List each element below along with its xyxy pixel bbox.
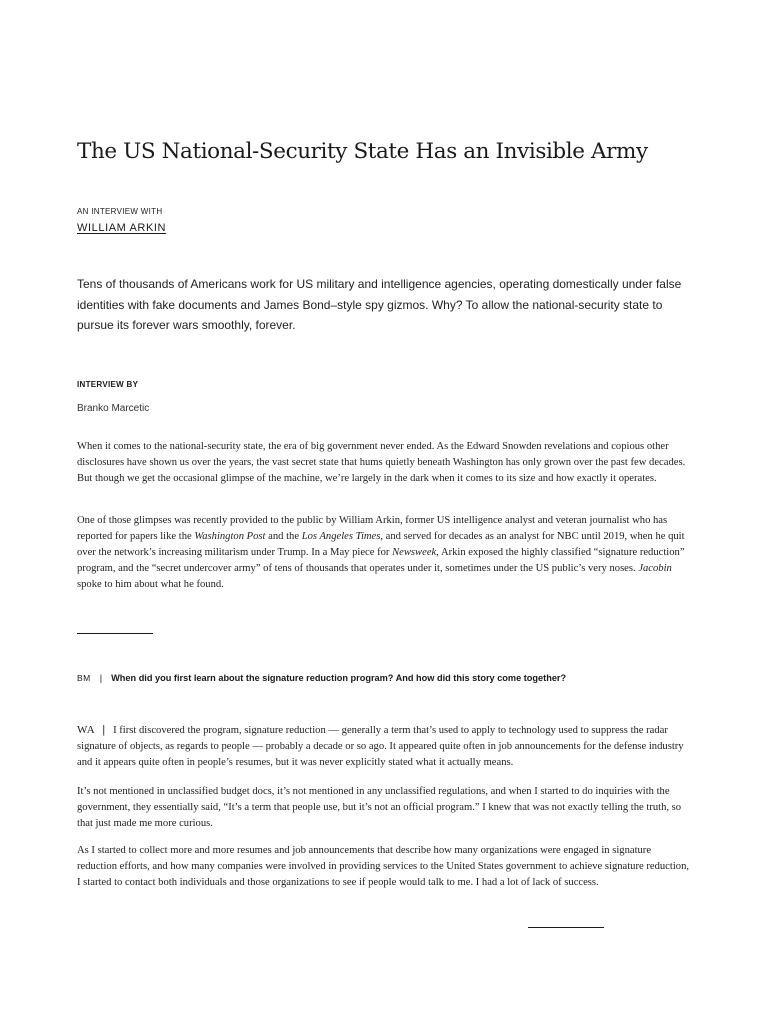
- question-separator: |: [99, 673, 103, 683]
- answer-text-1: I first discovered the program, signature reduction — generally a term that’s used to apply to technology used to suppress the radar signature of objects, as regards to people — probably a decade or so ago. It appeared quite often in job announcements for the defense industry and it appears quite often in people’s resumes, but it was never explicitly stated what it actually means.: [77, 725, 684, 769]
- answer-paragraph-3: As I started to collect more and more resumes and job announcements that describe how many organizations were engaged in signature reduction efforts, and how many companies were involved in providing services to the United States government to achieve signature reduction, I started to contact both individuals and those organizations to see if people would talk to me. I had a lot of lack of success.: [77, 845, 690, 889]
- interviewee-link[interactable]: WILLIAM ARKIN: [77, 222, 167, 234]
- p2-text-e: , and served for decades as an analyst for NBC until 2019, when he quit over the network’s increasing militarism under Trump. In a May piece for: [77, 531, 685, 559]
- question-initials: BM: [77, 673, 91, 683]
- interviewer-label: INTERVIEW BY: [77, 380, 139, 389]
- answer-paragraph-1: [77, 722, 691, 771]
- question-text: When did you first learn about the signature reduction program? And how did this story come together?: [111, 673, 567, 683]
- intro-paragraph-1: When it comes to the national-security state, the era of big government never ended. As the Edward Snowden revelations and copious other disclosures have shown us over the years, the vast secret state that hums quietly beneath Washington has only grown over the past few decades. But though we get the occasional glimpse of the machine, we’re largely in the dark when it comes to its size and how exactly it operates.: [77, 441, 686, 485]
- article-dek: Tens of thousands of Americans work for US military and intelligence agencies, operating domestically under false identities with fake documents and James Bond–style spy gizmos. Why? To allow the national-security state to pursue its forever wars smoothly, forever.: [77, 277, 682, 332]
- question-1: [77, 673, 697, 683]
- publication-jacobin: Jacobin: [638, 563, 672, 575]
- article-title: The US National-Security State Has an Invisible Army: [77, 139, 648, 164]
- answer-paragraph-2: It’s not mentioned in unclassified budget docs, it’s not mentioned in any unclassified regulations, and when I started to do inquiries with the government, they essentially said, “It’s a term that people use, but it’s not an official program.” I knew that was not exactly telling the truth, so that just made me more curious.: [77, 786, 682, 830]
- p2-text-a: One of those glimpses was recently provided to the public by William Arkin, former US intelligence analyst and veteran journalist who has reported for papers like the: [77, 515, 668, 543]
- publication-la-times: Los Angeles Times: [301, 531, 381, 543]
- publication-newsweek: Newsweek: [392, 547, 437, 559]
- p2-text-i: spoke to him about what he found.: [77, 579, 224, 591]
- interviewer-name: Branko Marcetic: [77, 403, 150, 414]
- section-divider-end: [528, 927, 604, 928]
- answer-separator: |: [102, 724, 106, 736]
- publication-washington-post: Washington Post: [194, 531, 266, 543]
- section-divider: [77, 633, 153, 634]
- intro-paragraph-2: [77, 513, 691, 593]
- p2-text-c: and the: [265, 531, 302, 543]
- p2-text-g: , Arkin exposed the highly classified “signature reduction” program, and the “secret undercover army” of tens of thousands that operates under it, sometimes under the US public’s very noses.: [77, 547, 685, 575]
- interview-kicker: AN INTERVIEW WITH: [77, 207, 163, 216]
- answer-initials: WA: [77, 724, 96, 736]
